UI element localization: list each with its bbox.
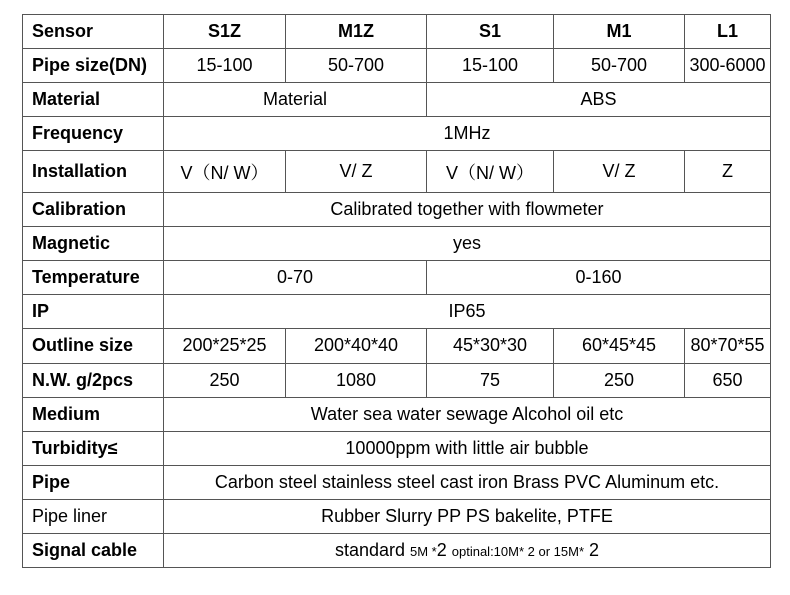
column-header-m1z: M1Z [286,15,427,49]
pipe-value: Carbon steel stainless steel cast iron Brass PVC Aluminum etc. [164,465,771,499]
medium-label: Medium [23,397,164,431]
installation-s1: V（N/ W） [427,151,554,193]
material-s1z-m1z: Material [164,83,427,117]
material-row [23,83,771,117]
calibration-label: Calibration [23,193,164,227]
ip-label: IP [23,295,164,329]
pipe-size-m1: 50-700 [554,49,685,83]
magnetic-row [23,227,771,261]
turbidity-row [23,431,771,465]
calibration-row [23,193,771,227]
material-label: Material [23,83,164,117]
pipe-label: Pipe [23,465,164,499]
outline-size-s1: 45*30*30 [427,329,554,363]
pipe-size-s1: 15-100 [427,49,554,83]
column-header-s1: S1 [427,15,554,49]
pipe-liner-label: Pipe liner [23,499,164,533]
column-header-s1z: S1Z [164,15,286,49]
signal-cable-optional: optinal:10M* 2 or 15M* [451,543,585,559]
signal-cable-prefix: standard [334,539,411,560]
turbidity-value: 10000ppm with little air bubble [164,431,771,465]
weight-m1z: 1080 [286,363,427,397]
installation-l1: Z [685,151,771,193]
medium-row [23,397,771,431]
outline-size-l1: 80*70*55 [685,329,771,363]
magnetic-label: Magnetic [23,227,164,261]
outline-size-label: Outline size [23,329,164,363]
weight-l1: 650 [685,363,771,397]
installation-label: Installation [23,151,164,193]
frequency-value: 1MHz [164,117,771,151]
temperature-row [23,261,771,295]
magnetic-value: yes [164,227,771,261]
installation-m1z: V/ Z [286,151,427,193]
signal-cable-optional-count: 2 [584,539,600,560]
weight-row [23,363,771,397]
pipe-size-label: Pipe size(DN) [23,49,164,83]
ip-row [23,295,771,329]
signal-cable-standard-length: 5M * [410,543,437,559]
installation-m1: V/ Z [554,151,685,193]
outline-size-m1: 60*45*45 [554,329,685,363]
header-row [23,15,771,49]
calibration-value: Calibrated together with flowmeter [164,193,771,227]
signal-cable-row [23,533,771,567]
temperature-s1-m1-l1: 0-160 [427,261,771,295]
pipe-liner-value: Rubber Slurry PP PS bakelite, PTFE [164,499,771,533]
outline-size-s1z: 200*25*25 [164,329,286,363]
weight-s1: 75 [427,363,554,397]
outline-size-m1z: 200*40*40 [286,329,427,363]
turbidity-label: Turbidity≤ [23,431,164,465]
sensor-label: Sensor [23,15,164,49]
pipe-size-row [23,49,771,83]
pipe-size-s1z: 15-100 [164,49,286,83]
temperature-s1z-m1z: 0-70 [164,261,427,295]
outline-size-row [23,329,771,363]
weight-label: N.W. g/2pcs [23,363,164,397]
frequency-row [23,117,771,151]
installation-s1z: V（N/ W） [164,151,286,193]
weight-s1z: 250 [164,363,286,397]
ip-value: IP65 [164,295,771,329]
signal-cable-label: Signal cable [23,533,164,567]
pipe-liner-row [23,499,771,533]
pipe-row [23,465,771,499]
pipe-size-m1z: 50-700 [286,49,427,83]
column-header-l1: L1 [685,15,771,49]
weight-m1: 250 [554,363,685,397]
column-header-m1: M1 [554,15,685,49]
frequency-label: Frequency [23,117,164,151]
material-s1-m1-l1: ABS [427,83,771,117]
sensor-spec-table [22,14,771,568]
pipe-size-l1: 300-6000 [685,49,771,83]
installation-row [23,151,771,193]
medium-value: Water sea water sewage Alcohol oil etc [164,397,771,431]
signal-cable-value [164,533,771,567]
signal-cable-standard-count: 2 [436,539,452,560]
temperature-label: Temperature [23,261,164,295]
